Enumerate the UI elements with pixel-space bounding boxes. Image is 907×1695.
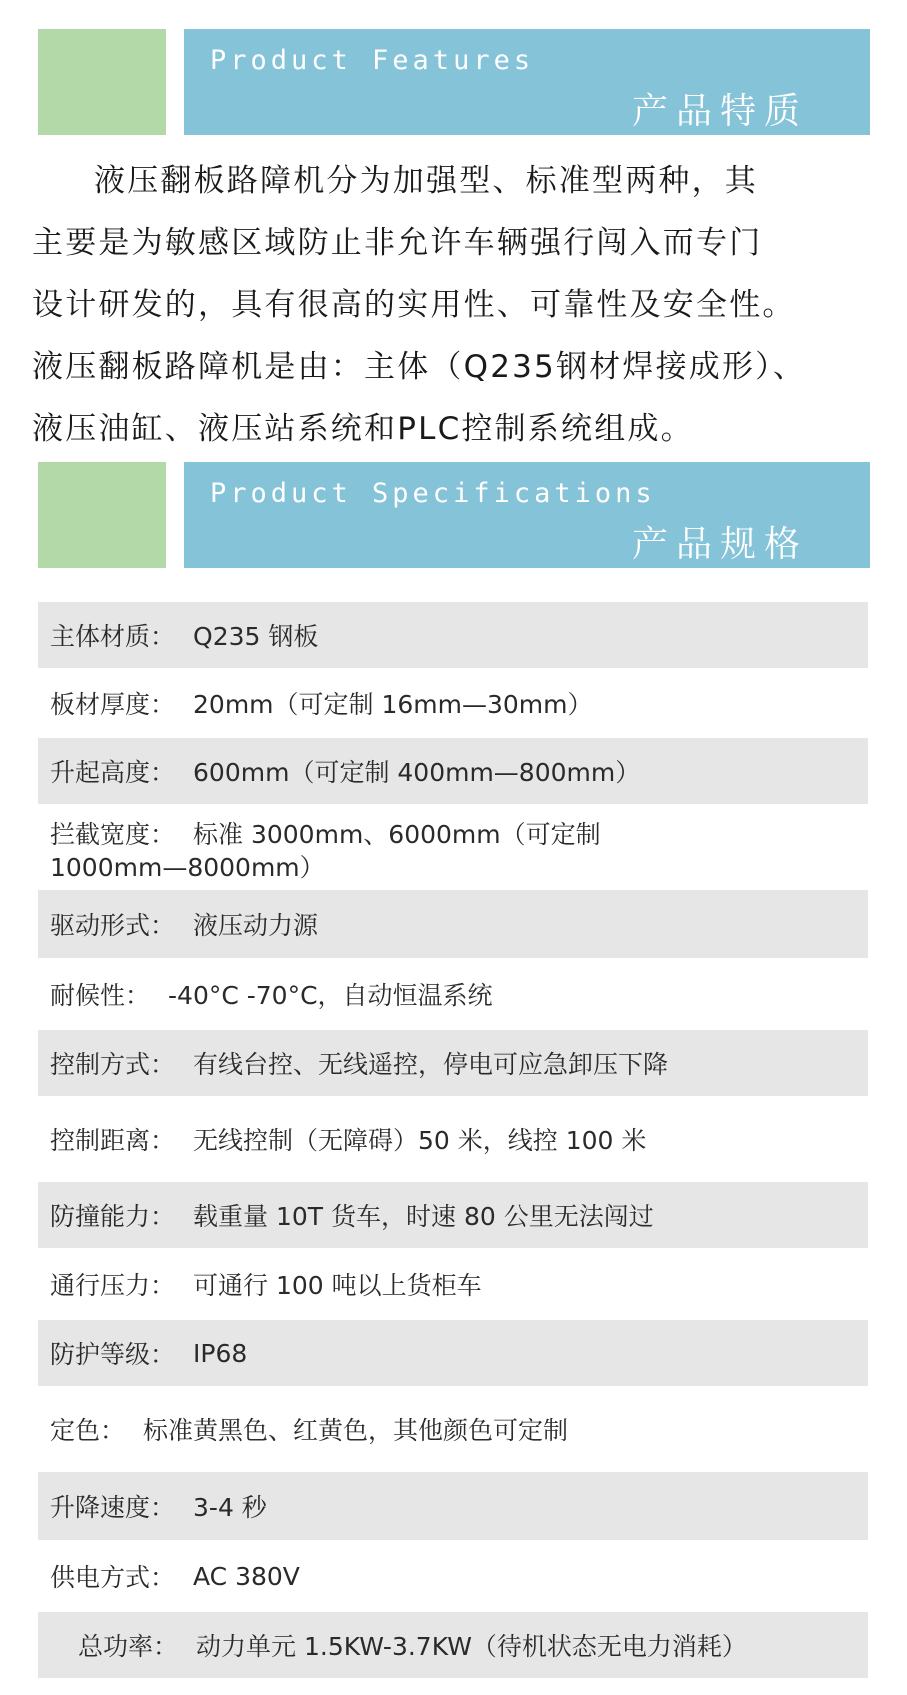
spec-value: 载重量 10T 货车，时速 80 公里无法闯过 (193, 1202, 654, 1231)
spec-value: AC 380V (193, 1561, 300, 1591)
specs-table (38, 602, 868, 1678)
spec-label: 供电方式： (50, 1563, 176, 1592)
specs-header-green-block (38, 462, 166, 568)
spec-value: -40°C -70°C，自动恒温系统 (168, 981, 493, 1010)
spec-value: 标准黄黑色、红黄色，其他颜色可定制 (143, 1416, 569, 1445)
spec-label: 主体材质： (50, 622, 176, 651)
intro-line: 主要是为敏感区域防止非允许车辆强行闯入而专门 (32, 225, 763, 261)
intro-paragraph (32, 150, 902, 460)
spec-value: IP68 (193, 1338, 248, 1368)
spec-row-control-method (38, 1030, 868, 1096)
features-header-blue-banner (184, 29, 870, 135)
features-header-green-block (38, 29, 166, 135)
spec-value-continued: 1000mm—8000mm） (50, 853, 325, 882)
intro-line: 设计研发的，具有很高的实用性、可靠性及安全性。 (32, 287, 796, 323)
spec-value: Q235 钢板 (193, 622, 319, 651)
features-header (38, 29, 870, 135)
specs-header (38, 462, 870, 568)
spec-label: 升起高度： (50, 758, 176, 787)
spec-value: 有线台控、无线遥控，停电可应急卸压下降 (193, 1050, 669, 1079)
spec-label: 驱动形式： (50, 911, 176, 940)
spec-value: 液压动力源 (193, 911, 319, 940)
spec-row-weather (38, 958, 868, 1030)
spec-label: 防撞能力： (50, 1202, 176, 1231)
spec-row-total-power (38, 1612, 868, 1678)
spec-row-thickness (38, 668, 868, 738)
spec-row-power-supply (38, 1540, 868, 1612)
intro-line: 液压翻板路障机分为加强型、标准型两种，其 (94, 163, 758, 199)
spec-label: 控制方式： (50, 1050, 176, 1079)
spec-value: 600mm（可定制 400mm—800mm） (193, 758, 641, 787)
specs-header-english: Product Specifications (210, 478, 656, 509)
spec-label: 耐候性： (50, 981, 151, 1010)
spec-row-color (38, 1386, 868, 1472)
features-header-english: Product Features (210, 45, 535, 76)
intro-line: 液压翻板路障机是由：主体（Q235钢材焊接成形）、 (32, 349, 807, 385)
spec-label: 定色： (50, 1416, 126, 1445)
spec-row-load (38, 1248, 868, 1320)
spec-label: 板材厚度： (50, 690, 176, 719)
specs-header-chinese: 产品规格 (631, 524, 808, 565)
spec-row-speed (38, 1472, 868, 1540)
spec-row-control-distance (38, 1096, 868, 1182)
spec-value: 无线控制（无障碍）50 米，线控 100 米 (193, 1126, 647, 1155)
spec-row-protection (38, 1320, 868, 1386)
spec-row-height (38, 738, 868, 804)
spec-label: 升降速度： (50, 1493, 176, 1522)
spec-row-drive (38, 890, 868, 958)
spec-row-crash (38, 1182, 868, 1248)
spec-label: 拦截宽度： (50, 820, 176, 849)
spec-value: 可通行 100 吨以上货柜车 (193, 1271, 482, 1300)
spec-row-material (38, 602, 868, 668)
spec-label: 控制距离： (50, 1126, 176, 1155)
spec-label: 通行压力： (50, 1271, 176, 1300)
spec-value: 标准 3000mm、6000mm（可定制 (193, 820, 601, 849)
spec-label: 总功率： (78, 1632, 179, 1661)
features-header-chinese: 产品特质 (631, 91, 808, 132)
spec-value: 20mm（可定制 16mm—30mm） (193, 690, 593, 719)
spec-value: 3-4 秒 (193, 1493, 267, 1522)
specs-header-blue-banner (184, 462, 870, 568)
spec-value: 动力单元 1.5KW-3.7KW（待机状态无电力消耗） (196, 1632, 747, 1661)
spec-row-width (38, 804, 868, 890)
spec-text-block (50, 818, 601, 884)
intro-line: 液压油缸、液压站系统和PLC控制系统组成。 (32, 411, 694, 447)
spec-label: 防护等级： (50, 1340, 176, 1369)
